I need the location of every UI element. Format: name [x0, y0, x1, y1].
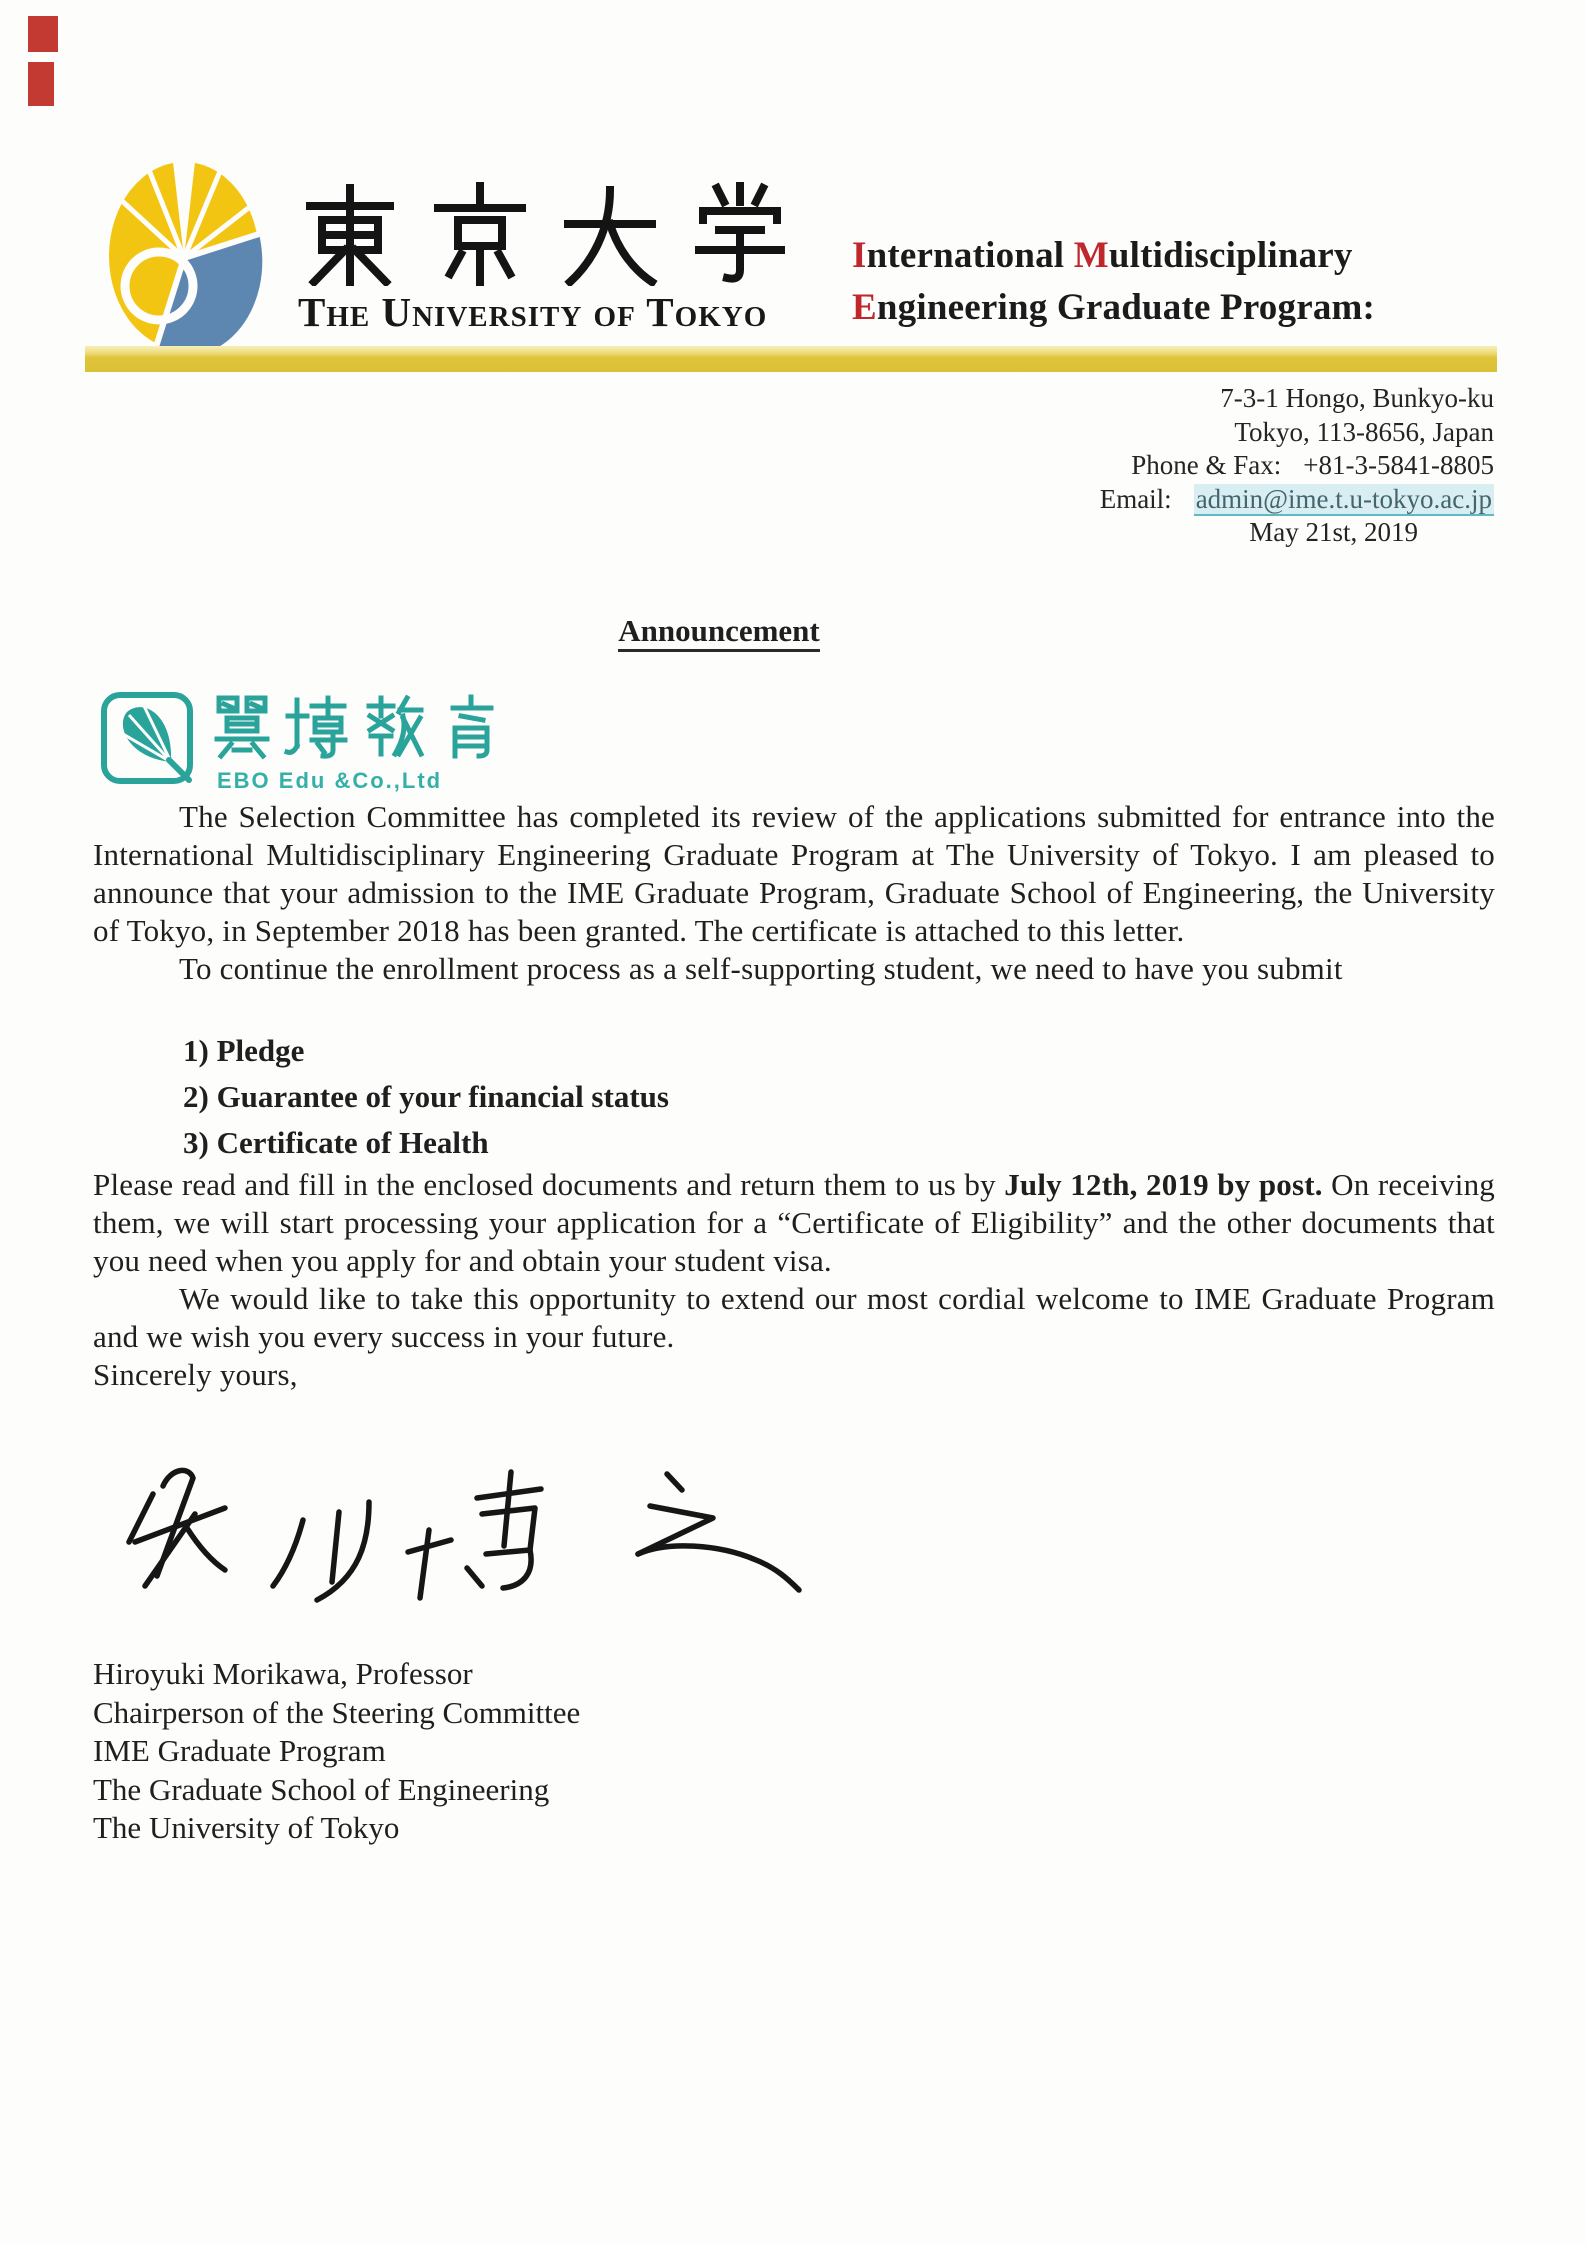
letter-date: May 21st, 2019: [1249, 517, 1418, 547]
phone-fax-line: Phone & Fax: +81-3-5841-8805: [1131, 450, 1494, 480]
program-title-line1: International Multidisciplinary: [852, 235, 1353, 276]
closing-salutation: Sincerely yours,: [93, 1357, 298, 1392]
email-line: Email: admin@ime.t.u-tokyo.ac.jp: [1099, 483, 1492, 514]
letter-title: Announcement: [93, 612, 1495, 650]
scan-mark: [28, 16, 58, 52]
list-item: 3) Certificate of Health: [183, 1125, 489, 1160]
email-link[interactable]: admin@ime.t.u-tokyo.ac.jp: [1195, 483, 1492, 514]
signature-block: [93, 1655, 1495, 1848]
letter-body: [93, 612, 1495, 1848]
address-line1: 7-3-1 Hongo, Bunkyo-ku: [1220, 383, 1494, 413]
list-item: 2) Guarantee of your financial status: [183, 1079, 669, 1114]
ebo-leaf-icon: [99, 690, 195, 786]
signer-role: Chairperson of the Steering Committee: [93, 1694, 581, 1730]
deadline-text: July 12th, 2019 by post.: [1004, 1167, 1323, 1202]
utokyo-ginkgo-logo: [104, 158, 264, 354]
ebo-cjk-wordmark: [211, 694, 503, 760]
list-item: 1) Pledge: [183, 1033, 305, 1068]
program-title: [852, 230, 1502, 334]
scan-mark: [28, 62, 54, 106]
utokyo-cjk-wordmark: [300, 182, 790, 286]
university-name-en: The University of Tokyo: [298, 289, 768, 335]
required-documents-list: [183, 1028, 1495, 1166]
address-line2: Tokyo, 113-8656, Japan: [1234, 416, 1494, 447]
paragraph-1: The Selection Committee has completed its review of the applications submitted for entrance into the International Multidisciplinary Engineering Graduate Program at The University of Tokyo. I am pleased to announce that your admission to the IME Graduate Program, Graduate School of Engineering, the University of Tokyo, in September 2018 has been granted. The certificate is attached to this letter.: [93, 799, 1495, 948]
program-title-line2: Engineering Graduate Program:: [852, 287, 1376, 328]
gold-divider-bar: [85, 346, 1497, 372]
signer-university: The University of Tokyo: [93, 1810, 400, 1845]
signer-name: Hiroyuki Morikawa, Professor: [93, 1656, 473, 1691]
paragraph-2: To continue the enrollment process as a self-supporting student, we need to have you submit: [179, 951, 1343, 986]
signer-program: IME Graduate Program: [93, 1733, 386, 1768]
paragraph-4: We would like to take this opportunity to extend our most cordial welcome to IME Graduate Program and we wish you every success in your future.: [93, 1281, 1495, 1354]
address-block: [734, 382, 1494, 550]
signer-school: The Graduate School of Engineering: [93, 1771, 550, 1807]
paragraph-3: Please read and fill in the enclosed documents and return them to us by July 12th, 2019 by post. On receiving them, we will start processing your application for a “Certificate of Eligibility” and the other documents that you need when you apply for and obtain your student visa.: [93, 1167, 1495, 1278]
handwritten-signature: [107, 1456, 869, 1632]
ebo-company-name: EBO Edu &Co.,Ltd: [217, 768, 443, 793]
ebo-edu-logo: [93, 690, 1495, 798]
